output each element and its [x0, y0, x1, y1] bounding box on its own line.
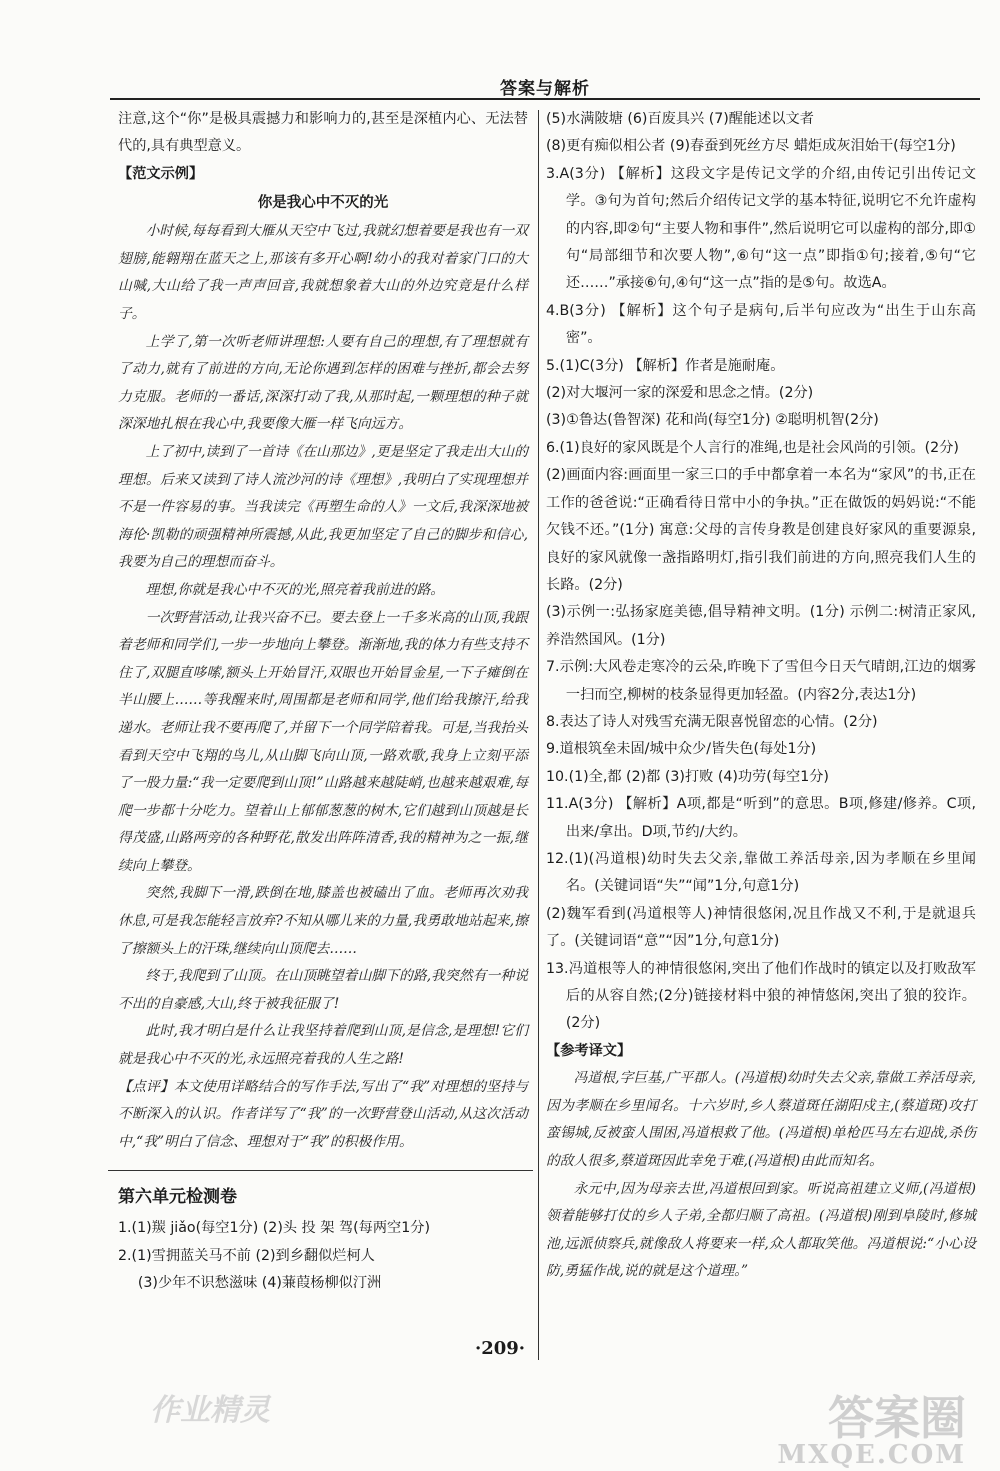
answer-item: 11.A(3分) 【解析】A项,都是“听到”的意思。B项,修建/修养。C项,出来/拿出。D项,节约/大约。 [546, 796, 976, 840]
essay-paragraph: 小时候,每每看到大雁从天空中飞过,我就幻想着要是我也有一双翅膀,能翱翔在蓝天之上,那该有多开心啊!幼小的我对着家门口的大山喊,大山给了我一声声回音,我就想象着大山的外边究竟是什么样子。 [118, 223, 528, 322]
answer-item: (2)画面内容:画面里一家三口的手中都拿着一本名为“家风”的书,正在工作的爸爸说:“正确看待日常中小的争执。”正在做饭的妈妈说:“不能欠钱不还。”(1分) 寓意:父母的言传身教是创建良好家风的重要源泉,良好的家风就像一盏指路明灯,指引我们前进的方向,照亮我们人生的长路。(2分) [546, 467, 976, 593]
answer-item: (8)更有痴似相公者 (9)春蚕到死丝方尽 蜡炬成灰泪始干(每空1分) [546, 138, 956, 155]
intro-paragraph: 注意,这个“你”是极具震撼力和影响力的,甚至是深植内心、无法替代的,具有典型意义。 [118, 111, 528, 155]
essay-title: 你是我心中不灭的光 [257, 195, 389, 212]
answer-item: (2)对大堰河一家的深爱和思念之情。(2分) [546, 385, 814, 402]
essay-paragraph: 终于,我爬到了山顶。在山顶眺望着山脚下的路,我突然有一种说不出的自豪感,大山,终于被我征服了! [118, 968, 528, 1012]
page-number: ·209· [474, 1338, 526, 1359]
essay-paragraph: 一次野营活动,让我兴奋不已。要去登上一千多米高的山顶,我跟着老师和同学们,一步一步地向上攀登。渐渐地,我的体力有些支持不住了,双腿直哆嗦,额头上开始冒汗,双眼也开始冒金星,一下子瘫倒在半山腰上……等我醒来时,周围都是老师和同学,他们给我擦汗,给我递水。老师让我不要再爬了,并留下一个同学陪着我。可是,当我抬头看到天空中飞翔的鸟儿,从山脚飞向山顶,一路欢歌,我身上立刻平添了一股力量:“我一定要爬到山顶!”山路越来越陡峭,也越来越艰难,每爬一步都十分吃力。望着山上郁郁葱葱的树木,它们越到山顶越是长得茂盛,山路两旁的各种野花,散发出阵阵清香,我的精神为之一振,继续向上攀登。 [118, 609, 528, 874]
answer-item: (3)①鲁达(鲁智深) 花和尚(每空1分) ②聪明机智(2分) [546, 412, 879, 429]
essay-paragraph: 此时,我才明白是什么让我坚持着爬到山顶,是信念,是理想!它们就是我心中不灭的光,永远照亮着我的人生之路! [118, 1023, 528, 1068]
header-rule [110, 98, 980, 100]
answer-item: (3)示例一:弘扬家庭美德,倡导精神文明。(1分) 示例二:树清正家风,养浩然国风。(1分) [546, 604, 976, 648]
answer-item: 4.B(3分) 【解析】这个句子是病句,后半句应改为“出生于山东高密”。 [546, 302, 976, 347]
answer-item: (2)魏军看到(冯道根等人)神情很悠闲,况且作战又不利,于是就退兵了。(关键词语“意”“因”1分,句意1分) [546, 905, 976, 950]
translation-paragraph: 冯道根,字巨基,广平郡人。(冯道根)幼时失去父亲,靠做工养活母亲,因为孝顺在乡里闻名。十六岁时,乡人蔡道斑任湖阳戍主,(蔡道斑)攻打蛮锡城,反被蛮人围困,冯道根救了他。(冯道根)单枪匹马左右迎战,杀伤的敌人很多,蔡道斑因此幸免于难,(冯道根)由此而知名。 [546, 1070, 976, 1169]
header-title: 答案与解析 [500, 79, 590, 99]
watermark-logo-right [777, 1391, 966, 1470]
answer-item: 9.道根筑垒未固/城中众少/皆失色(每处1分) [546, 741, 817, 758]
unit-test-title: 第六单元检测卷 [118, 1187, 237, 1208]
reference-translation-tag: 【参考译文】 [546, 1042, 632, 1059]
answer-item: 3.A(3分) 【解析】这段文字是传记文学的介绍,由传记引出传记文学。③句为首句;然后介绍传记文学的基本特征,说明它不允许虚构的内容,即②句“主要人物和事件”,然后说明它可以虚构的部分,即①句“局部细节和次要人物”,⑥句“这一点”即指①句;接着,⑤句“它还……”承接⑥句,④句“这一点”指的是⑤句。故选A。 [546, 165, 976, 292]
column-divider [538, 110, 539, 1360]
sample-essay-tag: 【范文示例】 [118, 165, 204, 182]
essay-paragraph: 上学了,第一次听老师讲理想:人要有自己的理想,有了理想就有了动力,就有了前进的方向,无论你遇到怎样的困难与挫折,都会去努力克服。老师的一番话,深深打动了我,从那时起,一颗理想的种子就深深地扎根在我心中,我要像大雁一样飞向远方。 [118, 333, 528, 433]
answer-line: 2.(1)雪拥蓝关马不前 (2)到乡翻似烂柯人 [118, 1247, 375, 1264]
watermark-logo-left: 作业精灵 [150, 1393, 270, 1428]
answer-item: 8.表达了诗人对残雪充满无限喜悦留恋的心情。(2分) [546, 713, 878, 730]
answer-line: (3)少年不识愁滋味 (4)蒹葭杨柳似汀洲 [137, 1275, 382, 1292]
page-header [110, 0, 980, 100]
watermark-right-title: 答案圈 [828, 1391, 966, 1445]
answer-line: 1.(1)羰 jiǎo(每空1分) (2)头 投 架 驾(每两空1分) [118, 1220, 430, 1237]
answer-item: 12.(1)(冯道根)幼时失去父亲,靠做工养活母亲,因为孝顺在乡里闻名。(关键词语“失”“闻”1分,句意1分) [546, 850, 976, 895]
right-column [546, 106, 976, 1286]
section-divider [108, 1170, 533, 1171]
translation-paragraph: 永元中,因为母亲去世,冯道根回到家。听说高祖建立义师,(冯道根)领着能够打仗的乡人子弟,全都归顺了高祖。(冯道根)刚到阜陵时,修城池,远派侦察兵,就像敌人将要来一样,众人都取笑他。冯道根说:“小心设防,勇猛作战,说的就是这个道理。” [546, 1180, 976, 1280]
essay-comment: 【点评】本文使用详略结合的写作手法,写出了“我”对理想的坚持与不断深入的认识。作者详写了“我”的一次野营登山活动,从这次活动中,“我”明白了信念、理想对于“我”的积极作用。 [118, 1078, 528, 1150]
answer-item: 6.(1)良好的家风既是个人言行的准绳,也是社会风尚的引领。(2分) [546, 439, 959, 456]
answer-item: (5)水满陂塘 (6)百废具兴 (7)醒能述以文者 [546, 111, 814, 127]
essay-paragraph: 突然,我脚下一滑,跌倒在地,膝盖也被磕出了血。老师再次劝我休息,可是我怎能轻言放弃?不知从哪儿来的力量,我勇敢地站起来,擦了擦额头上的汗珠,继续向山顶爬去…… [118, 885, 528, 957]
answer-item: 10.(1)全,都 (2)都 (3)打败 (4)功劳(每空1分) [546, 768, 829, 785]
watermark-right-url: MXQE.COM [777, 1440, 966, 1470]
answer-item: 5.(1)C(3分) 【解析】作者是施耐庵。 [546, 357, 785, 374]
answer-item: 13.冯道根等人的神情很悠闲,突出了他们作战时的镇定以及打败敌军后的从容自然;(2分)链接材料中狼的神情悠闲,突出了狼的狡诈。(2分) [546, 960, 976, 1032]
left-column [118, 106, 528, 1298]
essay-paragraph: 上了初中,读到了一首诗《在山那边》,更是坚定了我走出大山的理想。后来又读到了诗人流沙河的诗《理想》,我明白了实现理想并不是一件容易的事。当我读完《再塑生命的人》一文后,我深深地被海伦·凯勒的顽强精神所震撼,从此,我更加坚定了自己的脚步和信心,我要为自己的理想而奋斗。 [118, 443, 528, 571]
essay-paragraph: 理想,你就是我心中不灭的光,照亮着我前进的路。 [145, 581, 445, 598]
answer-item: 7.示例:大风卷走寒冷的云朵,昨晚下了雪但今日天气晴朗,江边的烟雾一扫而空,柳树的枝条显得更加轻盈。(内容2分,表达1分) [546, 659, 976, 703]
